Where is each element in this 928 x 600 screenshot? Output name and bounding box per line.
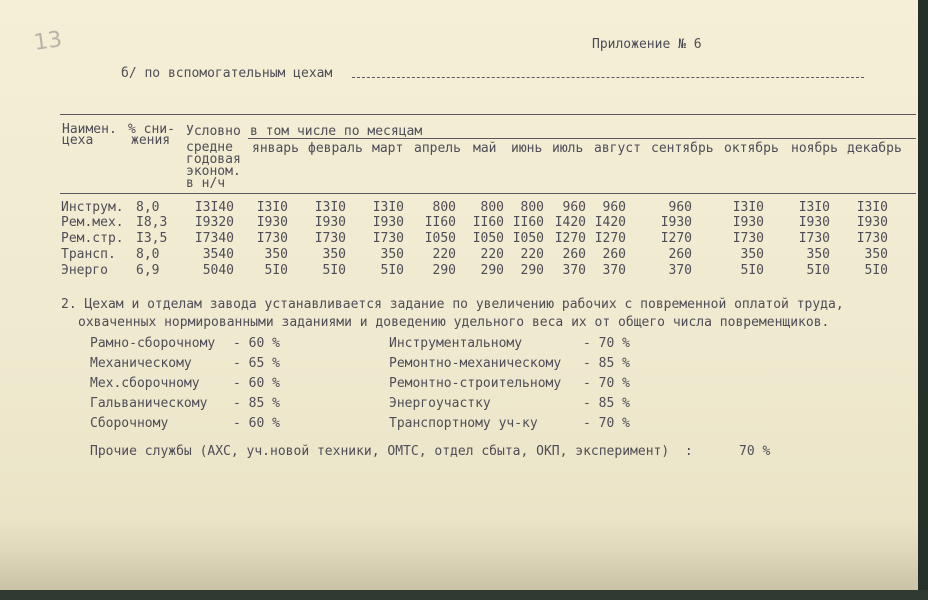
row-cell: I930 (660, 215, 692, 230)
quota-left-value: - 85 % (233, 396, 280, 411)
row-cell: I3I0 (798, 200, 830, 215)
header-shop-line2: цеха (62, 133, 94, 148)
row-cell: I930 (372, 215, 404, 230)
row-shop: Рем.мех. (61, 215, 124, 230)
row-cell: 290 (480, 263, 504, 278)
row-cell: 290 (520, 263, 544, 278)
appendix-label: Приложение № 6 (592, 37, 702, 52)
row-cell: 370 (562, 263, 586, 278)
row-cell: 350 (380, 247, 404, 262)
row-cell: I930 (314, 215, 346, 230)
header-savings-line3: годовая (186, 152, 241, 167)
row-cell: 290 (432, 263, 456, 278)
table-top-rule (60, 114, 916, 115)
header-pct-line1: % сни- (128, 122, 175, 137)
pencil-page-number: 13 (32, 27, 64, 56)
quota-right-name: Инструментальному (389, 336, 523, 351)
header-shop-line1: Наимен. (62, 122, 117, 137)
quota-left-name: Мех.сборочному (90, 376, 200, 391)
quota-left-value: - 60 % (233, 376, 280, 391)
header-savings-line1: Условно (186, 124, 241, 139)
row-cell: 220 (480, 247, 504, 262)
month-december: декабрь (847, 141, 902, 156)
months-group-rule (248, 138, 916, 139)
quota-left-value: - 65 % (233, 356, 280, 371)
row-cell: I730 (798, 231, 830, 246)
row-cell: I930 (732, 215, 764, 230)
row-cell: I730 (314, 231, 346, 246)
month-may: май (473, 141, 497, 156)
row-cell: 960 (668, 200, 692, 215)
row-shop: Рем.стр. (61, 231, 124, 246)
row-cell: 5I0 (322, 263, 346, 278)
row-pct: I3,5 (136, 231, 168, 246)
row-cell: I420 (594, 215, 626, 230)
row-cell: I930 (256, 215, 288, 230)
header-savings-line5: в н/ч (186, 176, 226, 191)
month-november: ноябрь (791, 141, 838, 156)
row-shop: Инструм. (61, 200, 124, 215)
row-shop: Энерго (61, 263, 108, 278)
row-cell: 350 (264, 247, 288, 262)
quota-right-name: Ремонтно-механическому (389, 356, 562, 371)
row-savings: 5040 (202, 263, 234, 278)
row-cell: I050 (472, 231, 504, 246)
row-cell: I420 (554, 215, 586, 230)
row-cell: I3I0 (256, 200, 288, 215)
month-february: февраль (308, 141, 363, 156)
month-august: август (594, 141, 641, 156)
row-cell: 220 (432, 247, 456, 262)
quota-right-name: Энергоучастку (389, 396, 491, 411)
row-cell: I270 (554, 231, 586, 246)
month-october: октябрь (724, 141, 779, 156)
row-cell: II60 (424, 215, 456, 230)
row-cell: I3I0 (856, 200, 888, 215)
quota-left-name: Гальваническому (90, 396, 208, 411)
row-cell: I930 (798, 215, 830, 230)
scan-background-right (918, 0, 928, 600)
quota-left-name: Рамно-сборочному (90, 336, 216, 351)
row-cell: 5I0 (380, 263, 404, 278)
row-savings: I7340 (194, 231, 234, 246)
month-september: сентябрь (651, 141, 714, 156)
month-march: март (372, 141, 404, 156)
row-cell: 350 (864, 247, 888, 262)
row-cell: 220 (520, 247, 544, 262)
section2-line2: охваченных нормированными заданиями и доведению удельного веса их от общего числа повременщиков. (78, 315, 830, 330)
row-cell: 800 (520, 200, 544, 215)
row-cell: I270 (660, 231, 692, 246)
row-pct: 8,0 (136, 247, 160, 262)
table-header-rule (60, 193, 916, 194)
row-cell: I730 (256, 231, 288, 246)
row-cell: 350 (806, 247, 830, 262)
row-cell: I930 (856, 215, 888, 230)
header-savings-line4: эконом. (186, 164, 241, 179)
row-cell: II60 (512, 215, 544, 230)
other-services-value: 70 % (739, 444, 771, 459)
row-cell: 800 (480, 200, 504, 215)
subtitle: б/ по вспомогательным цехам (121, 66, 333, 81)
quota-right-value: - 70 % (583, 416, 630, 431)
row-cell: I3I0 (732, 200, 764, 215)
row-savings: I9320 (194, 215, 234, 230)
row-cell: 960 (562, 200, 586, 215)
quota-right-name: Транспортному уч-ку (389, 416, 538, 431)
row-cell: I050 (512, 231, 544, 246)
row-cell: I3I0 (314, 200, 346, 215)
quota-right-name: Ремонтно-строительному (389, 376, 562, 391)
row-cell: 350 (740, 247, 764, 262)
quota-right-value: - 85 % (583, 396, 630, 411)
month-april: апрель (414, 141, 461, 156)
quota-left-name: Механическому (90, 356, 192, 371)
quota-right-value: - 70 % (583, 376, 630, 391)
row-savings: I3I40 (194, 200, 234, 215)
row-cell: 370 (602, 263, 626, 278)
subtitle-dashed-underline (352, 77, 864, 78)
row-savings: 3540 (202, 247, 234, 262)
row-cell: I270 (594, 231, 626, 246)
row-shop: Трансп. (61, 247, 116, 262)
row-cell: II60 (472, 215, 504, 230)
row-cell: 5I0 (264, 263, 288, 278)
header-pct-line2: жения (131, 133, 171, 148)
row-cell: 260 (602, 247, 626, 262)
row-cell: I730 (372, 231, 404, 246)
row-pct: 8,0 (136, 200, 160, 215)
header-months-group: в том числе по месяцам (250, 124, 423, 139)
scan-background-bottom (0, 590, 928, 600)
quota-left-value: - 60 % (233, 336, 280, 351)
row-cell: 5I0 (740, 263, 764, 278)
month-january: январь (252, 141, 299, 156)
quota-left-name: Сборочному (90, 416, 169, 431)
header-savings-line2: средне (186, 140, 233, 155)
row-cell: 370 (668, 263, 692, 278)
row-cell: 5I0 (864, 263, 888, 278)
row-cell: I730 (856, 231, 888, 246)
row-cell: 350 (322, 247, 346, 262)
section2-line1: 2. Цехам и отделам завода устанавливается задание по увеличению рабочих с повременной оплатой труда, (61, 297, 844, 312)
row-cell: 960 (602, 200, 626, 215)
row-cell: I730 (732, 231, 764, 246)
row-cell: 260 (668, 247, 692, 262)
row-cell: 800 (432, 200, 456, 215)
row-cell: 260 (562, 247, 586, 262)
other-services: Прочие службы (АХС, уч.новой техники, ОМТС, отдел сбыта, ОКП, эксперимент) : (90, 444, 693, 459)
quota-left-value: - 60 % (233, 416, 280, 431)
row-pct: 6,9 (136, 263, 160, 278)
quota-right-value: - 85 % (583, 356, 630, 371)
row-pct: I8,3 (136, 215, 168, 230)
quota-right-value: - 70 % (583, 336, 630, 351)
paper-fold-shadow (0, 520, 918, 590)
row-cell: I3I0 (372, 200, 404, 215)
row-cell: I050 (424, 231, 456, 246)
month-july: июль (552, 141, 584, 156)
row-cell: 5I0 (806, 263, 830, 278)
month-june: июнь (511, 141, 543, 156)
